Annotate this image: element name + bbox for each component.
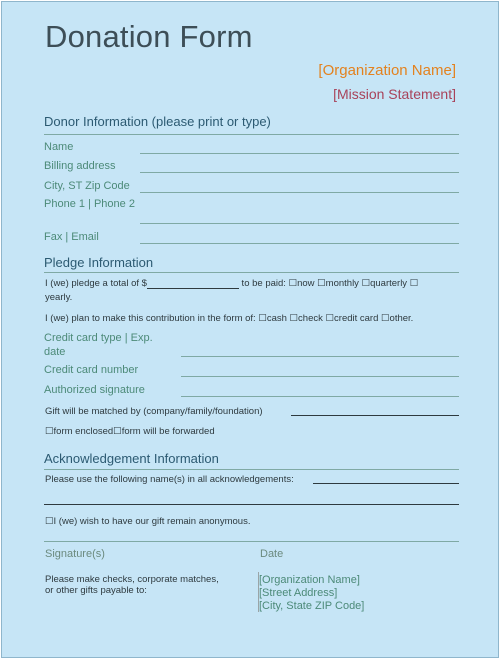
pledge-text-b[interactable]: to be paid: ☐now ☐monthly ☐quarterly ☐ [238, 278, 419, 289]
card-type-field[interactable] [181, 356, 459, 357]
organization-name[interactable]: [Organization Name] [318, 62, 456, 79]
mission-statement[interactable]: [Mission Statement] [333, 86, 456, 102]
authorized-signature-field[interactable] [181, 396, 459, 397]
billing-address-label: Billing address [44, 160, 116, 172]
payee-city-state-zip[interactable]: [City, State ZIP Code] [259, 600, 365, 612]
contribution-form-text[interactable]: I (we) plan to make this contribution in the form of: ☐cash ☐check ☐credit card ☐other. [45, 313, 414, 324]
acknowledgement-names-field[interactable] [313, 483, 459, 484]
date-label: Date [260, 548, 284, 560]
phone-label: Phone 1 | Phone 2 [44, 198, 135, 210]
donation-form-page [1, 1, 499, 658]
payable-line-1: Please make checks, corporate matches, [45, 574, 219, 585]
page-title: Donation Form [45, 19, 253, 54]
footer-rule [44, 541, 459, 542]
acknowledgement-heading: Acknowledgement Information [44, 451, 219, 466]
pledge-info-heading: Pledge Information [44, 255, 154, 270]
card-type-label: Credit card type | Exp. date [44, 332, 153, 358]
card-number-label: Credit card number [44, 364, 139, 376]
acknowledgement-heading-rule [44, 469, 459, 470]
card-number-field[interactable] [181, 376, 459, 377]
gift-match-text: Gift will be matched by (company/family/foundation) [45, 406, 263, 417]
billing-address-field[interactable] [140, 172, 459, 173]
acknowledgement-names-text: Please use the following name(s) in all acknowledgements: [45, 474, 294, 485]
authorized-signature-label: Authorized signature [44, 384, 145, 396]
pledge-total-text [45, 277, 418, 289]
donor-heading-rule [44, 134, 459, 135]
phone-field[interactable] [140, 223, 459, 224]
anonymous-checkbox-text[interactable]: ☐I (we) wish to have our gift remain anonymous. [45, 516, 251, 527]
signature-label: Signature(s) [45, 548, 105, 560]
pledge-text-a: I (we) pledge a total of $ [45, 278, 147, 289]
name-label: Name [44, 141, 74, 153]
acknowledgement-names-field-2[interactable] [44, 504, 459, 505]
donor-info-heading: Donor Information (please print or type) [44, 114, 271, 129]
name-field[interactable] [140, 153, 459, 154]
fax-email-field[interactable] [140, 243, 459, 244]
city-zip-label: City, ST Zip Code [44, 180, 130, 192]
pledge-heading-rule [44, 272, 459, 273]
form-enclosed-options[interactable]: ☐form enclosed☐form will be forwarded [45, 426, 215, 437]
pledge-amount-field[interactable] [147, 277, 239, 289]
gift-match-field[interactable] [291, 415, 459, 416]
city-zip-field[interactable] [140, 192, 459, 193]
pledge-yearly-text: yearly. [45, 292, 73, 303]
fax-email-label: Fax | Email [44, 231, 99, 243]
payee-organization-name[interactable]: [Organization Name] [259, 574, 360, 586]
payable-line-2: or other gifts payable to: [45, 585, 147, 596]
payee-street-address[interactable]: [Street Address] [259, 587, 338, 599]
